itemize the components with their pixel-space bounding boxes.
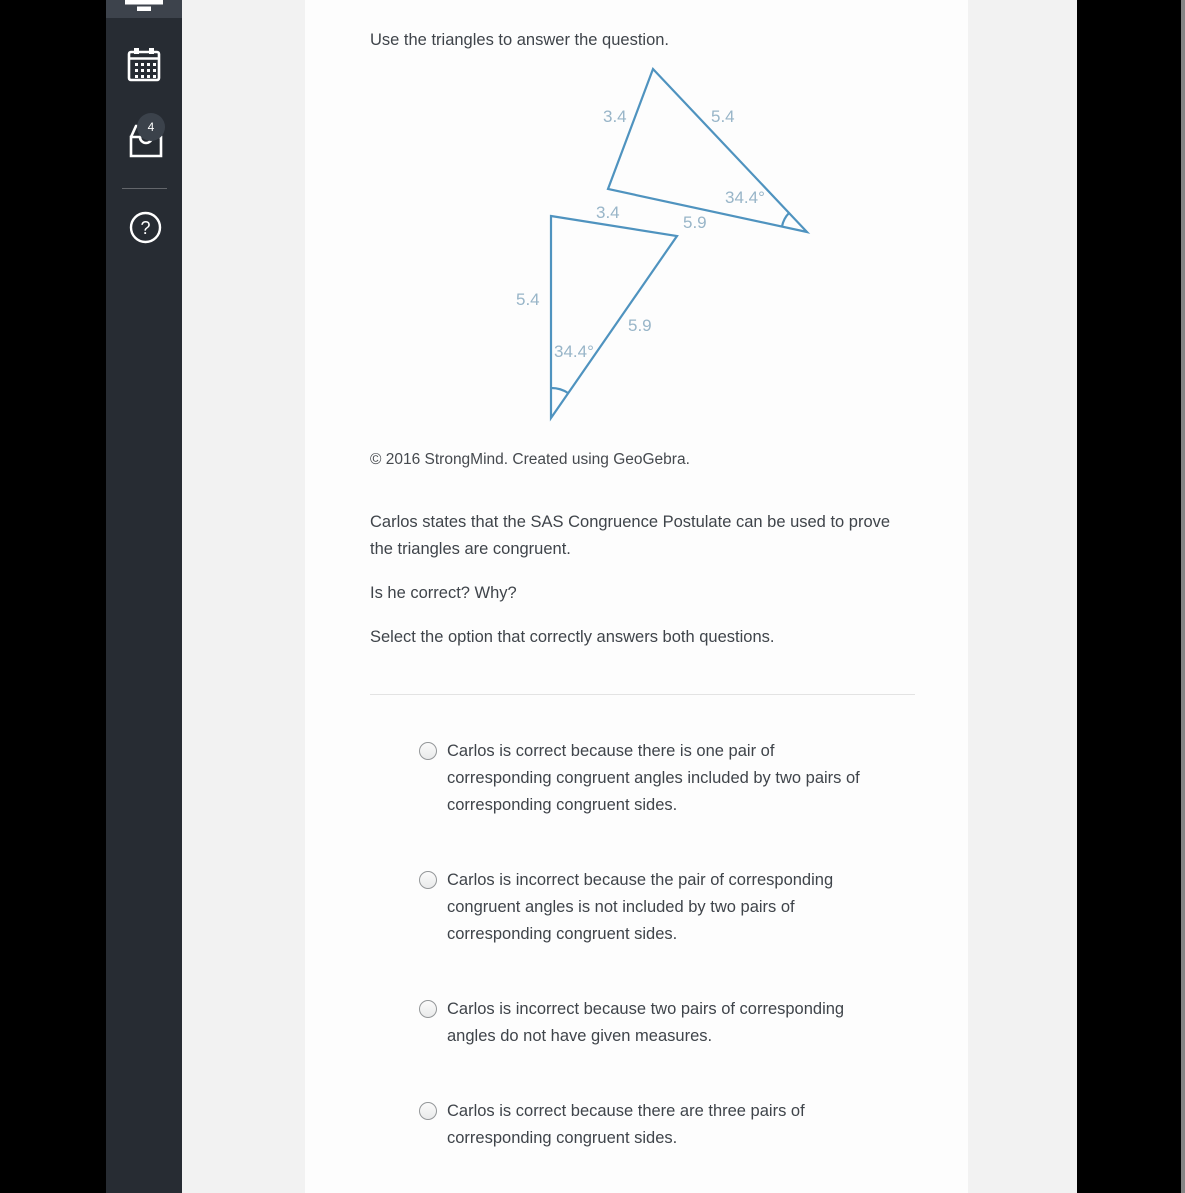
scrollbar[interactable] xyxy=(1181,0,1185,1193)
option-label-4[interactable]: Carlos is correct because there are three pairs of corresponding congruent sides. xyxy=(447,1102,805,1147)
side-label-bottom-top: 3.4 xyxy=(596,203,620,222)
inbox-unread-badge: 4 xyxy=(137,113,165,141)
option-radio-1[interactable] xyxy=(419,742,437,760)
figure-copyright: © 2016 StrongMind. Created using GeoGebra. xyxy=(370,451,690,468)
side-label-top-right: 5.4 xyxy=(711,107,735,126)
option-label-1[interactable]: Carlos is correct because there is one pair of corresponding congruent angles included by two pairs of corresponding congruent sides. xyxy=(447,742,860,814)
side-label-bottom-hyp: 5.9 xyxy=(628,316,652,335)
triangle-bottom-outline xyxy=(551,216,677,418)
side-label-top-bottom: 5.9 xyxy=(683,213,707,232)
answer-option-3[interactable] xyxy=(419,996,879,1050)
question-panel xyxy=(305,0,968,1193)
angle-label-top-triangle: 34.4° xyxy=(725,188,765,207)
answer-option-1[interactable] xyxy=(419,738,879,819)
answer-option-2[interactable] xyxy=(419,867,879,948)
global-nav-sidebar xyxy=(106,0,182,1193)
question-prompt: Is he correct? Why? xyxy=(370,584,517,602)
option-radio-3[interactable] xyxy=(419,1000,437,1018)
side-label-bottom-left: 5.4 xyxy=(516,290,540,309)
calendar-icon xyxy=(126,47,162,83)
angle-label-bottom-triangle: 34.4° xyxy=(554,342,594,361)
angle-arc-top-triangle xyxy=(782,213,789,227)
option-label-2[interactable]: Carlos is incorrect because the pair of corresponding congruent angles is not included by two pairs of corresponding congruent sides. xyxy=(447,871,834,943)
sidebar-item-active[interactable] xyxy=(106,0,182,18)
question-statement: Carlos states that the SAS Congruence Postulate can be used to prove the triangles are congruent. xyxy=(370,513,891,558)
help-icon xyxy=(129,211,162,244)
sidebar-item-help[interactable] xyxy=(129,211,162,244)
dashboard-icon-partial xyxy=(125,0,163,14)
answer-option-4[interactable] xyxy=(419,1098,879,1152)
svg-text:?: ? xyxy=(140,218,151,238)
sidebar-item-calendar[interactable] xyxy=(126,47,162,83)
content-divider xyxy=(370,694,915,695)
triangle-top-outline xyxy=(608,69,807,232)
left-gutter xyxy=(0,0,106,1193)
side-label-top-left: 3.4 xyxy=(603,107,627,126)
answer-options xyxy=(419,738,879,1152)
question-instruction: Use the triangles to answer the question. xyxy=(370,31,670,49)
triangles-figure xyxy=(480,60,840,447)
sidebar-divider xyxy=(122,188,167,189)
angle-arc-bottom-triangle xyxy=(551,388,568,393)
option-label-3[interactable]: Carlos is incorrect because two pairs of corresponding angles do not have given measures. xyxy=(447,1000,845,1045)
select-instruction: Select the option that correctly answers both questions. xyxy=(370,628,775,646)
option-radio-4[interactable] xyxy=(419,1102,437,1120)
option-radio-2[interactable] xyxy=(419,871,437,889)
